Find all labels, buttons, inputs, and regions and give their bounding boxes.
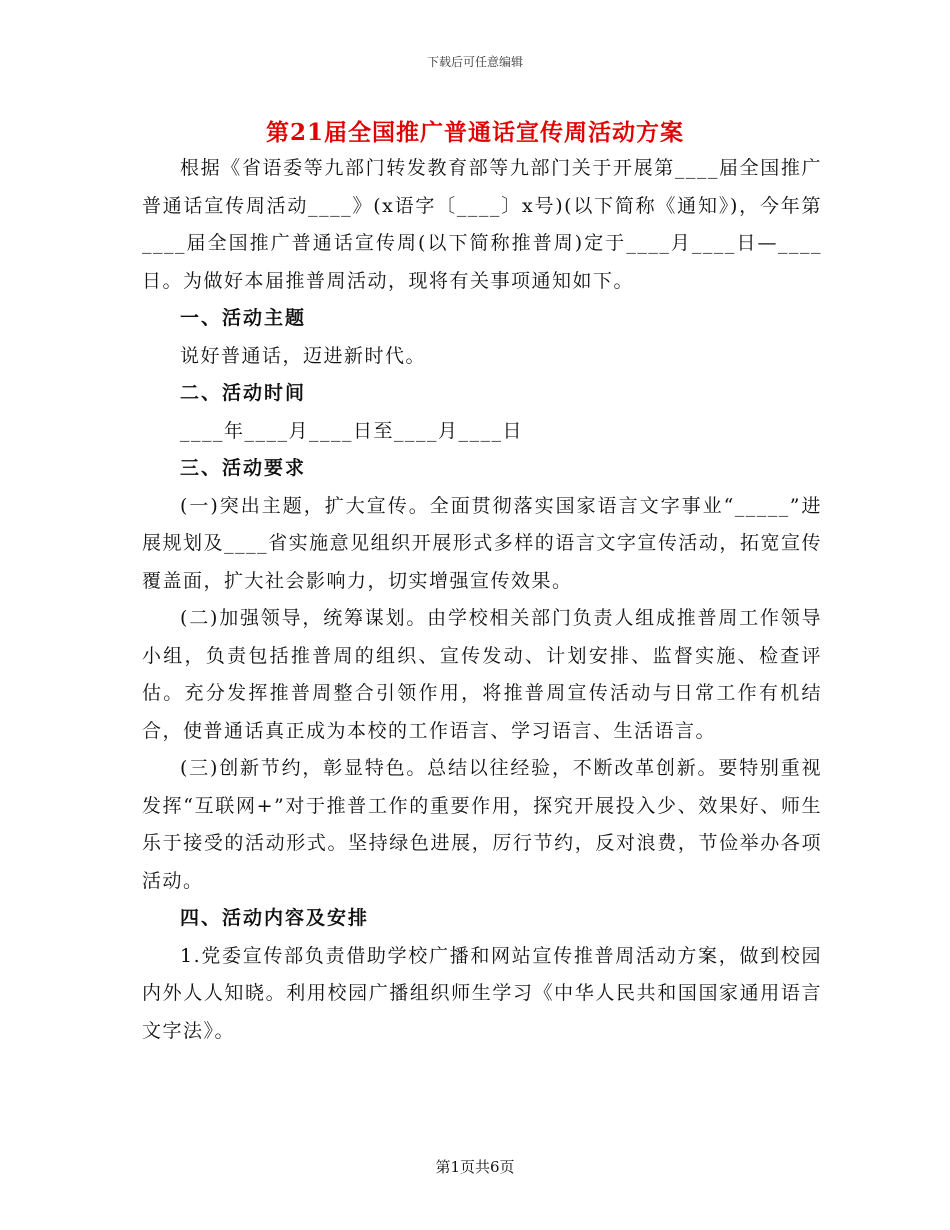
document-title: 第21届全国推广普通话宣传周活动方案 bbox=[265, 119, 684, 146]
section-heading-requirements: 三、活动要求 bbox=[180, 457, 307, 479]
requirement-paragraph-3: (三)创新节约，彰显特色。总结以往经验，不断改革创新。要特别重视发挥“互联网+”对于推普工作的重要作用，探究开展投入少、效果好、师生乐于接受的活动形式。坚持绿色进展，厉行节约，反对浪费，节俭举办各项活动。 bbox=[142, 757, 822, 892]
requirement-paragraph-2: (二)加强领导，统筹谋划。由学校相关部门负责人组成推普周工作领导小组，负责包括推普周的组织、宣传发动、计划安排、监督实施、检查评估。充分发挥推普周整合引领作用，将推普周宣传活动与日常工作有机结合，使普通话真正成为本校的工作语言、学习语言、生活语言。 bbox=[142, 607, 822, 742]
intro-paragraph: 根据《省语委等九部门转发教育部等九部门关于开展第____届全国推广普通话宣传周活动____》(x语字〔____〕x号)(以下简称《通知》)，今年第____届全国推广普通话宣传周(以下简称推普周)定于____月____日—____日。为做好本届推普周活动，现将有关事项通知如下。 bbox=[142, 157, 822, 292]
content-paragraph-1: 1.党委宣传部负责借助学校广播和网站宣传推普周活动方案，做到校园内外人人知晓。利用校园广播组织师生学习《中华人民共和国国家通用语言文字法》。 bbox=[142, 944, 822, 1042]
page-footer: 第1页共6页 bbox=[435, 1158, 515, 1176]
section-text-time: ____年____月____日至____月____日 bbox=[180, 419, 524, 442]
requirement-paragraph-1: (一)突出主题，扩大宣传。全面贯彻落实国家语言文字事业“_____”进展规划及____省实施意见组织开展形式多样的语言文字宣传活动，拓宽宣传覆盖面，扩大社会影响力，切实增强宣传效果。 bbox=[142, 494, 822, 592]
section-heading-content: 四、活动内容及安排 bbox=[180, 907, 370, 929]
section-text-theme: 说好普通话，迈进新时代。 bbox=[180, 344, 427, 367]
section-heading-theme: 一、活动主题 bbox=[180, 307, 307, 329]
section-heading-time: 二、活动时间 bbox=[180, 382, 307, 404]
document-body bbox=[142, 150, 822, 1050]
page-header: 下载后可任意编辑 bbox=[426, 55, 523, 69]
